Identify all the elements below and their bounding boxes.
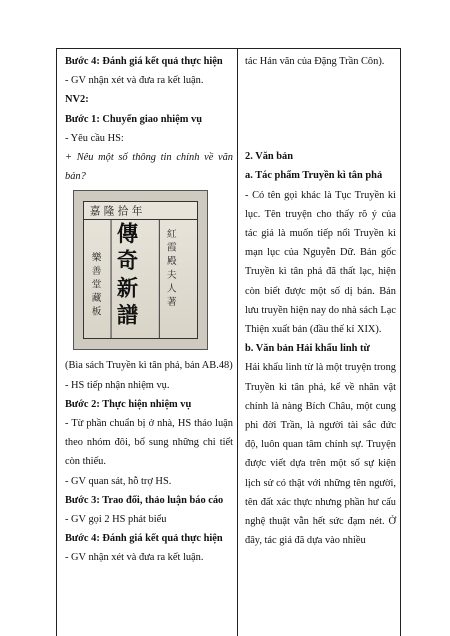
section-a-text: - Có tên gọi khác là Tục Truyền kì lục. Tên truyện cho thấy rõ ý của tác giả là muốn tiếp nối Truyền kì mạn lục của Nguyễn Dữ. Bản gốc Truyền kì tân phả đã thất lạc, hiện còn biết được một số dị bản. Bản lưu truyền hiện nay do nhà sách Lạc Thiện xuất bản (đầu thế kỉ XIX). <box>245 189 396 336</box>
book-cover-image <box>73 190 208 350</box>
svg-text:嘉 隆 拾 年: 嘉 隆 拾 年 <box>89 205 143 219</box>
svg-text:善: 善 <box>91 266 102 278</box>
content-column <box>245 52 396 550</box>
activities-column <box>65 52 233 568</box>
svg-text:堂: 堂 <box>91 279 102 291</box>
step4-text: - GV nhận xét và đưa ra kết luận. <box>65 75 204 87</box>
section-2-title: 2. Văn bản <box>245 151 294 163</box>
svg-text:霞: 霞 <box>167 242 177 255</box>
step4-title: Bước 4: Đánh giá kết quả thực hiện <box>65 56 223 67</box>
step2-title: Bước 2: Thực hiện nhiệm vụ <box>65 398 192 410</box>
step1-request: - Yêu cầu HS: <box>65 132 124 144</box>
svg-text:藏: 藏 <box>91 293 102 305</box>
svg-text:新: 新 <box>116 276 139 302</box>
section-b-text: Hải khẩu linh từ là một truyện trong Truyền kì tân phả, kể về nhân vật chính là nàng Bích Châu, một cung phi đời Trần, là người tài sắc đức độ, luôn quan tâm chính sự. Truyện được viết dựa trên một số sự kiện lịch sử có thật với những tên người, tên đất xác thực nhưng phần hư cấu nghệ thuật vẫn hết sức đạm nét. Ở đây, tác giả đã dựa vào nhiều <box>245 362 396 547</box>
task-nv2-label: NV2: <box>65 94 89 106</box>
book-cover-drawing <box>84 202 197 338</box>
svg-text:夫: 夫 <box>167 270 177 282</box>
svg-text:人: 人 <box>167 283 177 295</box>
svg-text:殿: 殿 <box>167 256 177 268</box>
svg-text:奇: 奇 <box>116 249 139 275</box>
column-divider <box>237 49 238 636</box>
section-b-title: b. Văn bản Hải khẩu linh từ <box>245 343 370 355</box>
svg-text:傳: 傳 <box>116 222 139 248</box>
lesson-table <box>56 48 401 636</box>
step1-title: Bước 1: Chuyển giao nhiệm vụ <box>65 113 202 125</box>
step3-title: Bước 3: Trao đổi, thảo luận báo cáo <box>65 494 224 506</box>
step1-question: + Nêu một số thông tin chính về văn bản? <box>65 152 233 183</box>
step1-receive: - HS tiếp nhận nhiệm vụ. <box>65 379 170 391</box>
svg-text:譜: 譜 <box>116 303 139 329</box>
step2-text-1: - Từ phần chuẩn bị ở nhà, HS thảo luận theo nhóm đôi, bổ sung những chi tiết còn thiếu. <box>65 418 233 468</box>
book-cover-icon <box>83 201 198 339</box>
svg-text:樂: 樂 <box>91 252 102 264</box>
step3-text: - GV gọi 2 HS phát biểu <box>65 514 167 526</box>
step4b-text: - GV nhận xét và đưa ra kết luận. <box>65 552 204 564</box>
step4b-title: Bước 4: Đánh giá kết quả thực hiện <box>65 533 223 545</box>
svg-text:板: 板 <box>91 307 102 319</box>
step2-text-2: - GV quan sát, hỗ trợ HS. <box>65 475 172 487</box>
intro-text: tác Hán văn của Đặng Trần Côn). <box>245 56 385 67</box>
image-caption: (Bìa sách Truyền kì tân phả, bản AB.48) <box>65 360 233 372</box>
section-a-title: a. Tác phẩm Truyền kì tân phả <box>245 170 383 182</box>
svg-text:紅: 紅 <box>167 229 177 241</box>
svg-text:著: 著 <box>167 297 177 309</box>
